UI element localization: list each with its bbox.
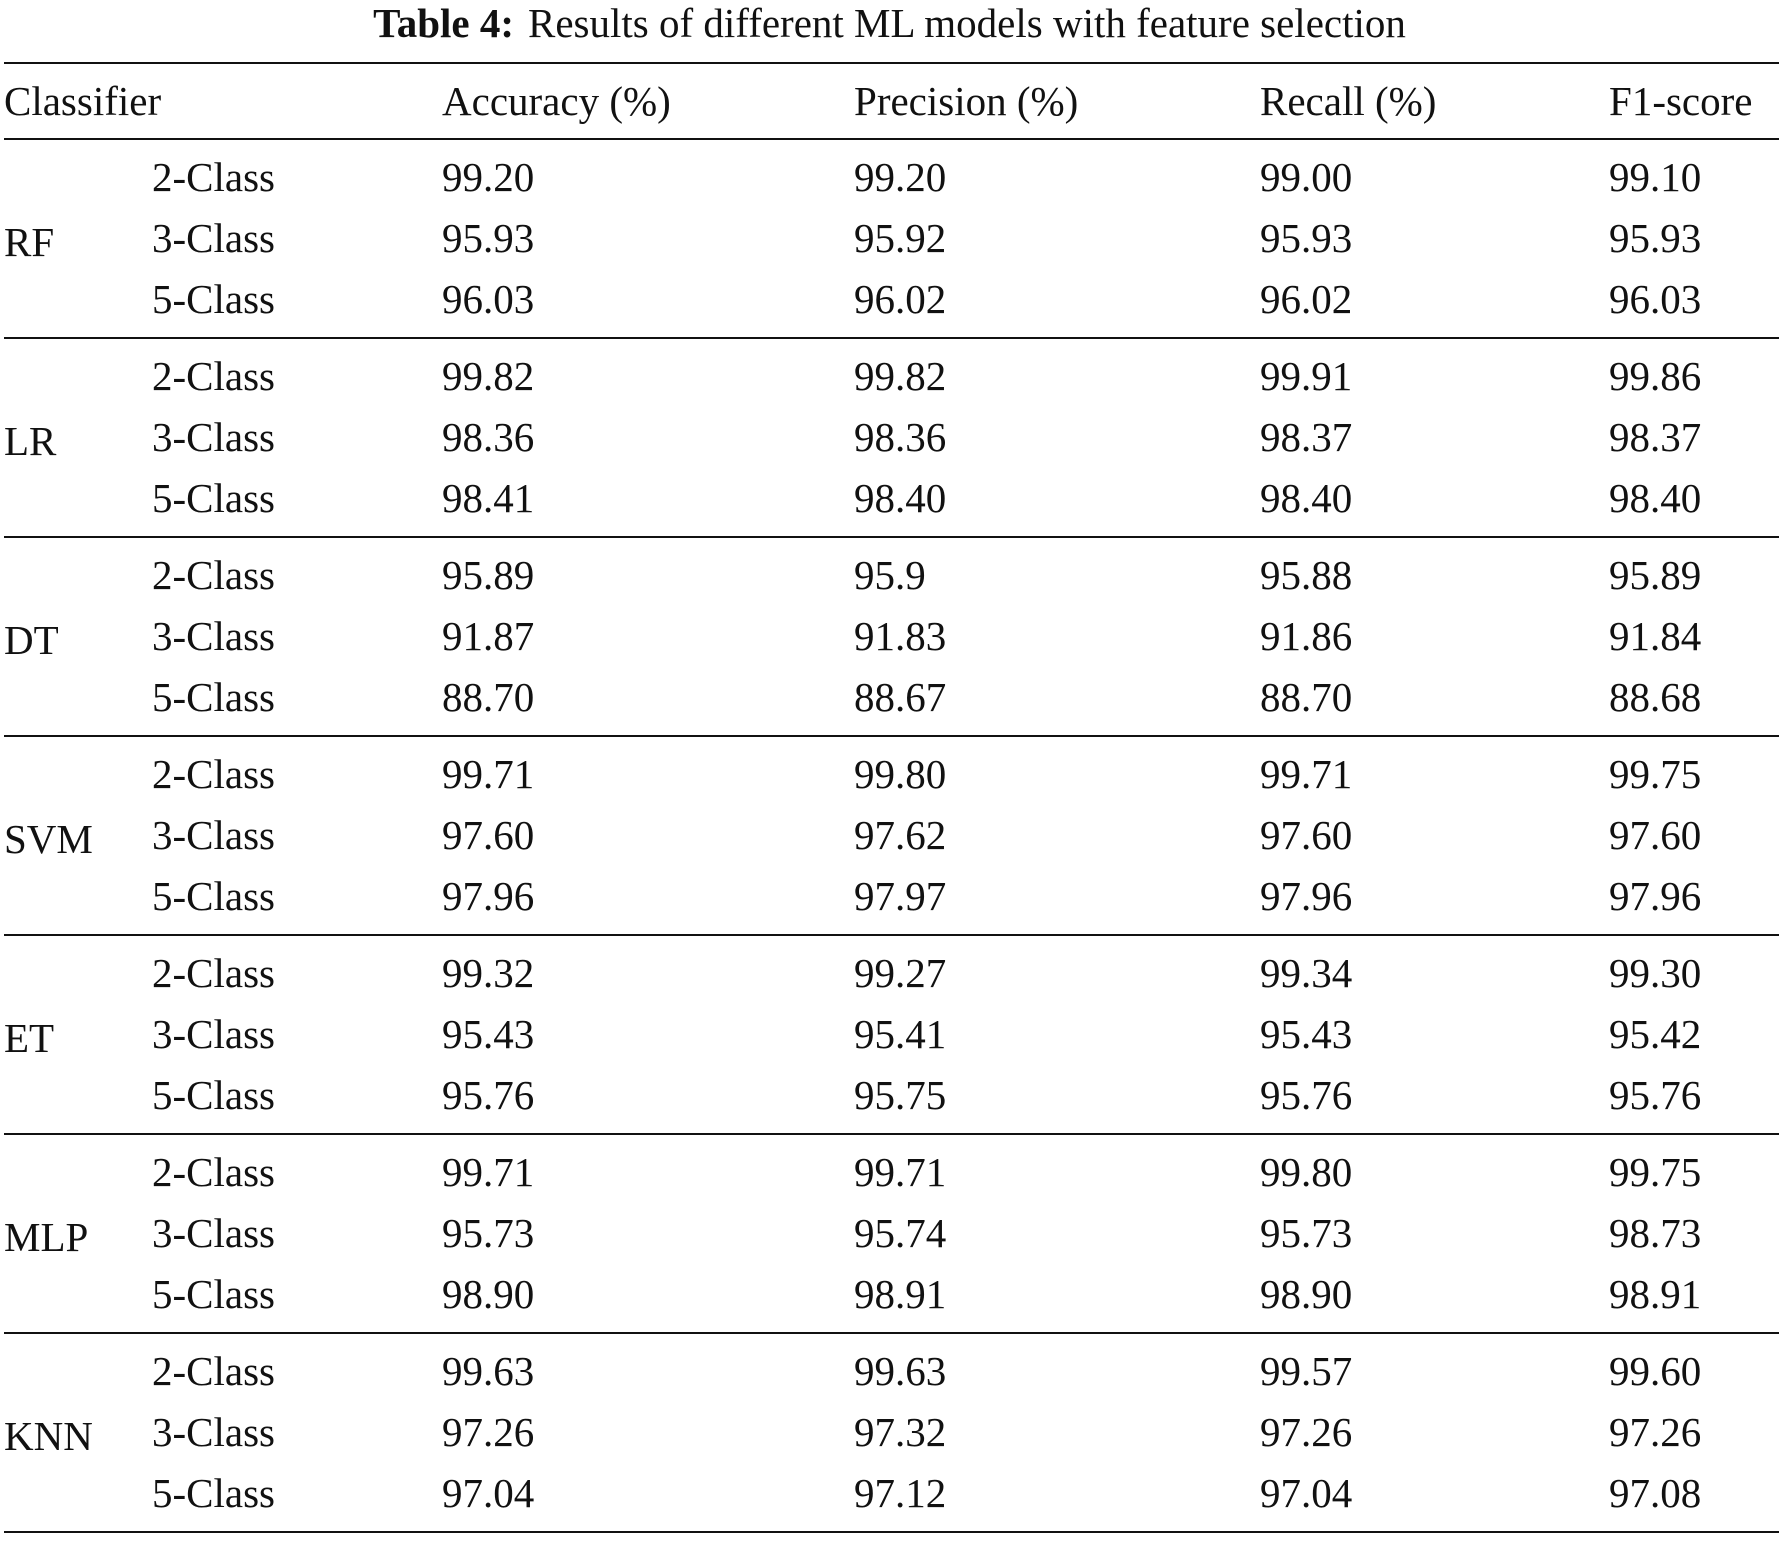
recall-value: 95.88 [1260,552,1353,598]
class-label: 3-Class [152,1409,275,1455]
class-label: 3-Class [152,215,275,261]
table-row [4,606,1779,667]
class-label: 2-Class [152,552,275,598]
f1-score-value: 97.60 [1609,812,1702,858]
table-row [4,1065,1779,1134]
model-name: SVM [4,815,93,862]
model-group-svm [4,736,1779,935]
accuracy-value: 99.71 [442,1149,535,1195]
model-group-dt [4,537,1779,736]
class-label: 5-Class [152,1470,275,1516]
table-row [4,407,1779,468]
recall-value: 99.34 [1260,950,1353,996]
f1-score-value: 98.40 [1609,475,1702,521]
precision-value: 97.97 [854,873,947,919]
recall-value: 97.26 [1260,1409,1353,1455]
accuracy-value: 95.43 [442,1011,535,1057]
f1-score-value: 99.30 [1609,950,1702,996]
recall-value: 95.93 [1260,215,1353,261]
model-group-knn [4,1333,1779,1532]
class-label: 2-Class [152,751,275,797]
precision-value: 95.75 [854,1072,947,1118]
f1-score-value: 95.42 [1609,1011,1702,1057]
table-row [4,338,1779,407]
class-label: 5-Class [152,873,275,919]
class-label: 5-Class [152,674,275,720]
recall-value: 88.70 [1260,674,1353,720]
precision-value: 95.9 [854,552,926,598]
recall-value: 98.37 [1260,414,1353,460]
accuracy-value: 95.73 [442,1210,535,1256]
accuracy-value: 97.04 [442,1470,535,1516]
class-label: 3-Class [152,812,275,858]
results-table [4,62,1779,1533]
table-row [4,1134,1779,1203]
class-label: 5-Class [152,1271,275,1317]
accuracy-value: 95.89 [442,552,535,598]
recall-value: 91.86 [1260,613,1353,659]
table-caption [0,0,1779,56]
class-label: 3-Class [152,613,275,659]
accuracy-value: 98.36 [442,414,535,460]
recall-value: 99.57 [1260,1348,1353,1394]
f1-score-value: 95.89 [1609,552,1702,598]
caption-text: Results of different ML models with feature selection [528,0,1406,46]
table-row [4,1264,1779,1333]
recall-value: 98.90 [1260,1271,1353,1317]
model-group-mlp [4,1134,1779,1333]
table-row [4,1203,1779,1264]
table-row [4,537,1779,606]
recall-value: 99.71 [1260,751,1353,797]
precision-value: 99.80 [854,751,947,797]
recall-value: 95.43 [1260,1011,1353,1057]
header-row [4,63,1779,139]
recall-value: 97.60 [1260,812,1353,858]
model-name: MLP [4,1213,89,1260]
f1-score-value: 88.68 [1609,674,1702,720]
table-row [4,1463,1779,1532]
table-row [4,805,1779,866]
accuracy-value: 95.93 [442,215,535,261]
f1-score-value: 99.60 [1609,1348,1702,1394]
class-label: 5-Class [152,276,275,322]
f1-score-value: 98.73 [1609,1210,1702,1256]
caption-label: Table 4: [373,0,515,46]
accuracy-value: 99.63 [442,1348,535,1394]
precision-value: 99.63 [854,1348,947,1394]
class-label: 2-Class [152,353,275,399]
f1-score-value: 91.84 [1609,613,1702,659]
f1-score-value: 99.86 [1609,353,1702,399]
class-label: 3-Class [152,414,275,460]
precision-value: 88.67 [854,674,947,720]
recall-value: 99.80 [1260,1149,1353,1195]
class-label: 2-Class [152,1149,275,1195]
f1-score-value: 97.08 [1609,1470,1702,1516]
header-f1-score: F1-score [1609,78,1753,124]
recall-value: 95.76 [1260,1072,1353,1118]
header-classifier: Classifier [4,78,162,124]
accuracy-value: 99.20 [442,154,535,200]
precision-value: 99.82 [854,353,947,399]
f1-score-value: 95.76 [1609,1072,1702,1118]
model-group-lr [4,338,1779,537]
table-row [4,866,1779,935]
table-row [4,1004,1779,1065]
accuracy-value: 95.76 [442,1072,535,1118]
accuracy-value: 96.03 [442,276,535,322]
precision-value: 98.91 [854,1271,947,1317]
table-row [4,1402,1779,1463]
table-row [4,1333,1779,1402]
precision-value: 95.74 [854,1210,947,1256]
recall-value: 96.02 [1260,276,1353,322]
table-row [4,208,1779,269]
precision-value: 96.02 [854,276,947,322]
accuracy-value: 97.60 [442,812,535,858]
model-name: DT [4,616,59,663]
recall-value: 99.00 [1260,154,1353,200]
class-label: 3-Class [152,1210,275,1256]
accuracy-value: 99.82 [442,353,535,399]
table-row [4,736,1779,805]
recall-value: 99.91 [1260,353,1353,399]
precision-value: 99.71 [854,1149,947,1195]
class-label: 2-Class [152,1348,275,1394]
model-group-rf [4,139,1779,338]
table-row [4,139,1779,208]
table-row [4,667,1779,736]
accuracy-value: 88.70 [442,674,535,720]
accuracy-value: 98.41 [442,475,535,521]
header-accuracy: Accuracy (%) [442,78,671,124]
model-name: ET [4,1014,55,1061]
table-row [4,468,1779,537]
f1-score-value: 96.03 [1609,276,1702,322]
f1-score-value: 98.91 [1609,1271,1702,1317]
header-precision: Precision (%) [854,78,1079,124]
precision-value: 95.41 [854,1011,947,1057]
precision-value: 99.20 [854,154,947,200]
f1-score-value: 99.75 [1609,1149,1702,1195]
class-label: 2-Class [152,950,275,996]
header-recall: Recall (%) [1260,78,1437,124]
precision-value: 98.40 [854,475,947,521]
class-label: 5-Class [152,1072,275,1118]
recall-value: 98.40 [1260,475,1353,521]
table-row [4,935,1779,1004]
accuracy-value: 98.90 [442,1271,535,1317]
f1-score-value: 95.93 [1609,215,1702,261]
precision-value: 91.83 [854,613,947,659]
model-name: LR [4,417,57,464]
class-label: 5-Class [152,475,275,521]
model-name: RF [4,218,55,265]
accuracy-value: 99.32 [442,950,535,996]
precision-value: 97.32 [854,1409,947,1455]
f1-score-value: 99.10 [1609,154,1702,200]
f1-score-value: 97.26 [1609,1409,1702,1455]
accuracy-value: 97.26 [442,1409,535,1455]
precision-value: 97.12 [854,1470,947,1516]
class-label: 2-Class [152,154,275,200]
f1-score-value: 97.96 [1609,873,1702,919]
accuracy-value: 97.96 [442,873,535,919]
precision-value: 99.27 [854,950,947,996]
precision-value: 95.92 [854,215,947,261]
accuracy-value: 91.87 [442,613,535,659]
recall-value: 97.04 [1260,1470,1353,1516]
recall-value: 97.96 [1260,873,1353,919]
f1-score-value: 98.37 [1609,414,1702,460]
recall-value: 95.73 [1260,1210,1353,1256]
accuracy-value: 99.71 [442,751,535,797]
table-row [4,269,1779,338]
f1-score-value: 99.75 [1609,751,1702,797]
table-header [4,63,1779,139]
precision-value: 97.62 [854,812,947,858]
precision-value: 98.36 [854,414,947,460]
model-name: KNN [4,1412,93,1459]
class-label: 3-Class [152,1011,275,1057]
model-group-et [4,935,1779,1134]
